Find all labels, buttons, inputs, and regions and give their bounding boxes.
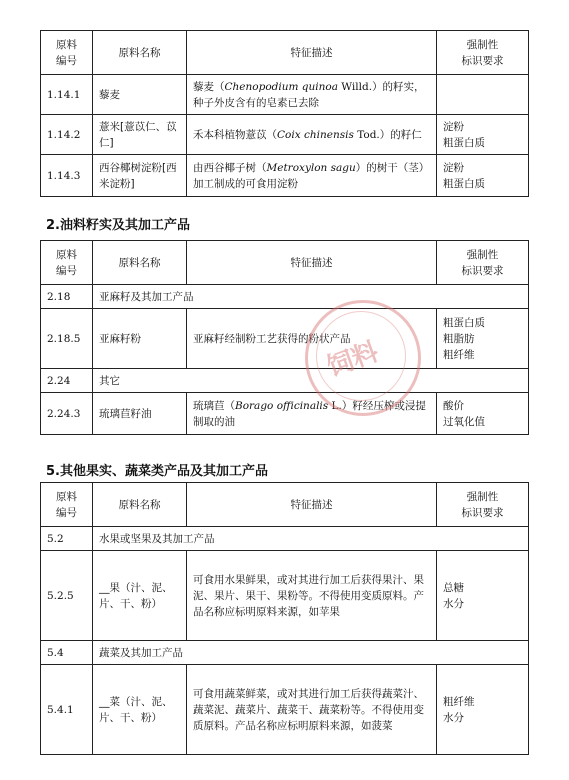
header-code: 原料 编号 xyxy=(41,31,93,75)
group-code: 5.4 xyxy=(41,641,93,665)
group-row xyxy=(41,285,529,309)
header-desc: 特征描述 xyxy=(187,241,437,285)
section-title-oilseeds: 2.油料籽实及其加工产品 xyxy=(46,218,190,233)
stamp-text: 饲料 xyxy=(323,336,383,383)
row-name: __菜（汁、泥、片、干、粉） xyxy=(93,665,187,755)
table-row xyxy=(41,115,529,155)
table-header-row xyxy=(41,31,529,75)
header-code: 原料 编号 xyxy=(41,241,93,285)
row-desc: 藜麦（Chenopodium quinoa Willd.）的籽实，种子外皮含有的皂素已去除 xyxy=(187,75,437,115)
row-name: 薏米[薏苡仁、苡仁] xyxy=(93,115,187,155)
group-code: 5.2 xyxy=(41,527,93,551)
group-row xyxy=(41,527,529,551)
header-req: 强制性 标识要求 xyxy=(437,241,529,285)
header-desc: 特征描述 xyxy=(187,483,437,527)
table-header-row xyxy=(41,483,529,527)
table-row xyxy=(41,309,529,369)
header-req: 强制性 标识要求 xyxy=(437,483,529,527)
row-req: 酸价 过氧化值 xyxy=(437,393,529,435)
table-cereal-grains xyxy=(40,30,529,197)
row-req: 粗纤维 水分 xyxy=(437,665,529,755)
row-desc: 亚麻籽经制粉工艺获得的粉状产品 xyxy=(187,309,437,369)
header-name: 原料名称 xyxy=(93,31,187,75)
group-row xyxy=(41,369,529,393)
group-label: 其它 xyxy=(93,369,529,393)
table-row xyxy=(41,155,529,197)
table-row xyxy=(41,75,529,115)
table-row xyxy=(41,665,529,755)
row-name: 西谷椰树淀粉[西米淀粉] xyxy=(93,155,187,197)
row-req xyxy=(437,75,529,115)
row-code: 5.4.1 xyxy=(41,665,93,755)
group-label: 水果或坚果及其加工产品 xyxy=(93,527,529,551)
row-req: 淀粉 粗蛋白质 xyxy=(437,115,529,155)
row-desc: 禾本科植物薏苡（Coix chinensis Tod.）的籽仁 xyxy=(187,115,437,155)
row-name: 亚麻籽粉 xyxy=(93,309,187,369)
table-row xyxy=(41,551,529,641)
row-code: 2.24.3 xyxy=(41,393,93,435)
group-label: 亚麻籽及其加工产品 xyxy=(93,285,529,309)
header-code: 原料 编号 xyxy=(41,483,93,527)
row-desc: 琉璃苣（Borago officinalis L.）籽经压榨或浸提制取的油 xyxy=(187,393,437,435)
row-desc: 可食用水果鲜果，或对其进行加工后获得果汁、果泥、果片、果干、果粉等。不得使用变质原料。产品名称应标明原料来源，如苹果 xyxy=(187,551,437,641)
row-name: __果（汁、泥、片、干、粉） xyxy=(93,551,187,641)
row-code: 1.14.2 xyxy=(41,115,93,155)
header-desc: 特征描述 xyxy=(187,31,437,75)
table-oilseeds xyxy=(40,240,529,435)
header-name: 原料名称 xyxy=(93,483,187,527)
row-req: 总糖 水分 xyxy=(437,551,529,641)
group-label: 蔬菜及其加工产品 xyxy=(93,641,529,665)
group-code: 2.24 xyxy=(41,369,93,393)
group-code: 2.18 xyxy=(41,285,93,309)
section-title-fruits-vegetables: 5.其他果实、蔬菜类产品及其加工产品 xyxy=(46,464,268,479)
row-desc: 可食用蔬菜鲜菜，或对其进行加工后获得蔬菜汁、蔬菜泥、蔬菜片、蔬菜干、蔬菜粉等。不得使用变质原料。产品名称应标明原料来源，如菠菜 xyxy=(187,665,437,755)
row-req: 淀粉 粗蛋白质 xyxy=(437,155,529,197)
header-req: 强制性 标识要求 xyxy=(437,31,529,75)
row-desc: 由西谷椰子树（Metroxylon sagu）的树干（茎）加工制成的可食用淀粉 xyxy=(187,155,437,197)
table-header-row xyxy=(41,241,529,285)
table-row xyxy=(41,393,529,435)
row-req: 粗蛋白质 粗脂肪 粗纤维 xyxy=(437,309,529,369)
row-name: 琉璃苣籽油 xyxy=(93,393,187,435)
table-fruits-vegetables xyxy=(40,482,529,755)
row-name: 藜麦 xyxy=(93,75,187,115)
group-row xyxy=(41,641,529,665)
header-name: 原料名称 xyxy=(93,241,187,285)
row-code: 1.14.1 xyxy=(41,75,93,115)
row-code: 5.2.5 xyxy=(41,551,93,641)
row-code: 2.18.5 xyxy=(41,309,93,369)
row-code: 1.14.3 xyxy=(41,155,93,197)
